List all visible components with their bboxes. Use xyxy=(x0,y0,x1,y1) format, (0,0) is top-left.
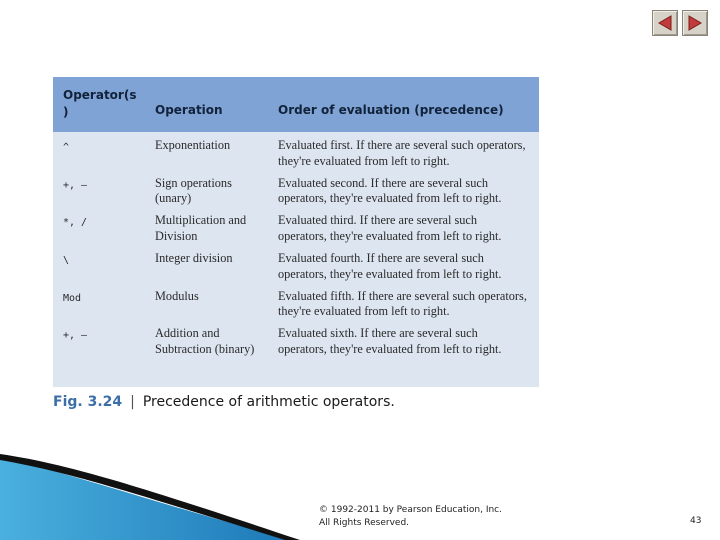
table-row xyxy=(53,170,539,208)
next-slide-icon xyxy=(686,14,704,32)
row-operation: Exponentiation xyxy=(155,138,231,152)
header-operation: Operation xyxy=(155,103,223,117)
table-header xyxy=(53,77,539,132)
row-order: Evaluated fifth. If there are several such operators, they're evaluated from left to right. xyxy=(278,288,527,319)
figure-number: Fig. 3.24 xyxy=(53,394,123,410)
table-row xyxy=(53,132,539,170)
copyright-line: © 1992-2011 by Pearson Education, Inc. xyxy=(319,505,502,515)
slide-nav xyxy=(652,10,708,36)
row-operator: Mod xyxy=(63,292,82,304)
row-operation: Sign operations (unary) xyxy=(155,175,232,206)
table-row xyxy=(53,320,539,372)
row-operator: ^ xyxy=(63,142,70,153)
caption-separator: | xyxy=(130,394,135,410)
row-order: Evaluated fourth. If there are several such operators, they're evaluated from left to right. xyxy=(278,251,502,281)
precedence-table xyxy=(53,77,539,387)
row-operation: Modulus xyxy=(155,288,199,303)
row-operator: +, – xyxy=(63,330,88,342)
table-row xyxy=(53,283,539,321)
next-slide-button[interactable] xyxy=(682,10,708,36)
row-order: Evaluated third. If there are several such operators, they're evaluated from left to right. xyxy=(278,213,502,243)
row-operation: Addition and Subtraction (binary) xyxy=(155,326,255,356)
rights-line: All Rights Reserved. xyxy=(319,518,410,528)
row-operator: +, – xyxy=(63,179,88,191)
row-order: Evaluated sixth. If there are several such operators, they're evaluated from left to right. xyxy=(278,326,502,356)
table-row xyxy=(53,207,539,245)
previous-slide-button[interactable] xyxy=(652,10,678,36)
row-order: Evaluated first. If there are several such operators, they're evaluated from left to right. xyxy=(278,138,526,168)
figure-caption xyxy=(53,394,395,410)
row-operation: Integer division xyxy=(155,251,233,266)
decorative-swoosh xyxy=(0,440,330,540)
row-operator: \ xyxy=(63,255,70,267)
header-order: Order of evaluation (precedence) xyxy=(278,103,504,117)
row-operator: *, / xyxy=(63,217,88,229)
page-number: 43 xyxy=(690,516,702,526)
caption-text: Precedence of arithmetic operators. xyxy=(142,394,395,410)
previous-slide-icon xyxy=(656,14,674,32)
copyright-notice xyxy=(319,504,502,530)
row-operation: Multiplication and Division xyxy=(155,213,247,243)
table-row xyxy=(53,245,539,283)
header-operators: Operator(s ) xyxy=(63,88,137,119)
row-order: Evaluated second. If there are several such operators, they're evaluated from left to right. xyxy=(278,175,502,206)
